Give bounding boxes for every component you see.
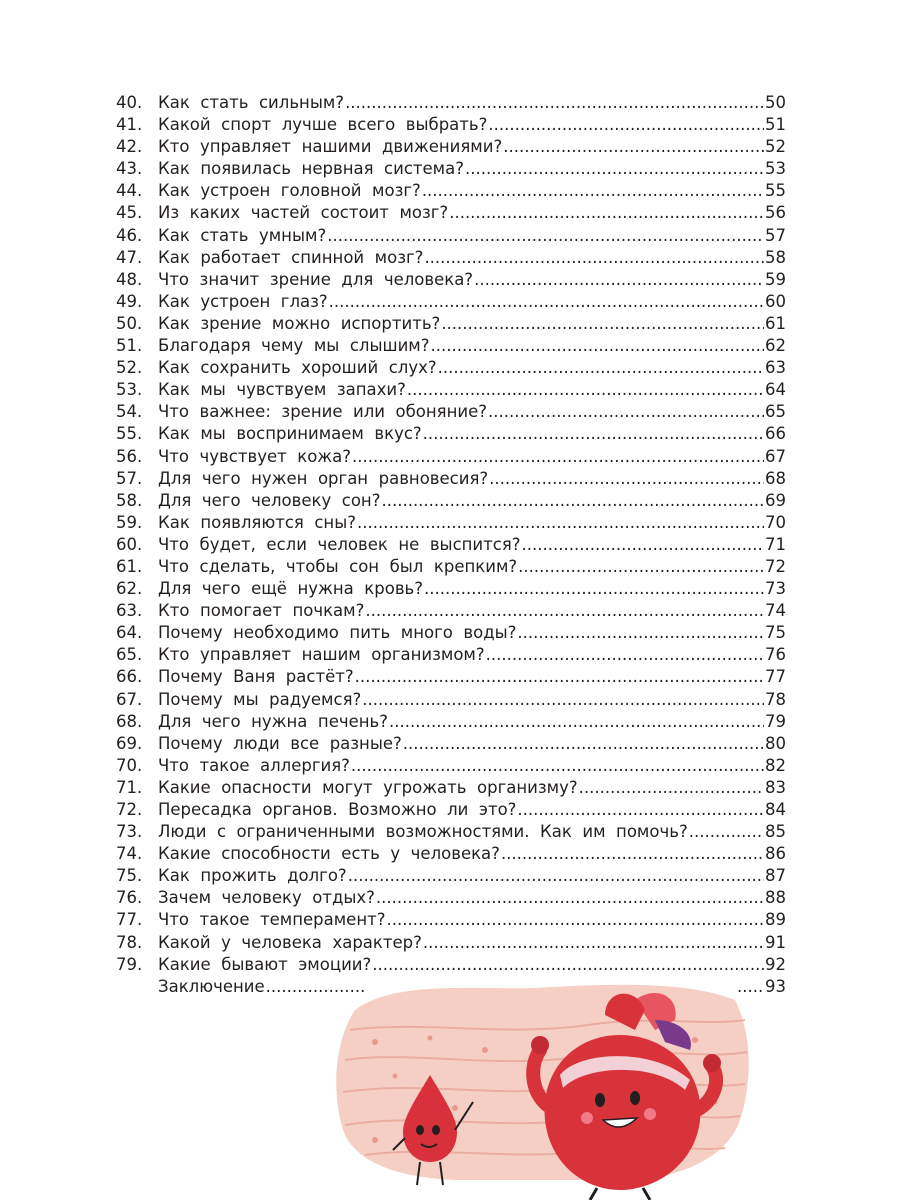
toc-entry bbox=[116, 600, 786, 622]
toc-entry bbox=[116, 777, 786, 799]
toc-entry-title: Благодаря чему мы слышим? bbox=[158, 336, 430, 356]
toc-entry-number: 72. bbox=[116, 800, 143, 819]
toc-entry-page: 75 bbox=[765, 623, 786, 643]
toc-entry bbox=[116, 269, 786, 291]
toc-entry-page: 78 bbox=[765, 689, 786, 709]
toc-entry-page: 70 bbox=[765, 512, 786, 532]
toc-entry bbox=[116, 512, 786, 534]
toc-entry bbox=[116, 291, 786, 313]
toc-leader-dots bbox=[517, 622, 764, 644]
toc-entry-title: Как мы чувствуем запахи? bbox=[158, 380, 406, 400]
toc-entry bbox=[116, 534, 786, 556]
toc-entry bbox=[116, 865, 786, 887]
toc-leader-dots bbox=[438, 357, 764, 379]
toc-entry-title: Какой спорт лучше всего выбрать? bbox=[158, 115, 488, 135]
toc-entry bbox=[116, 247, 786, 269]
toc-entry-page: 86 bbox=[765, 844, 786, 864]
toc-entry bbox=[116, 313, 786, 335]
toc-entry-page: 82 bbox=[765, 755, 786, 775]
toc-entry bbox=[116, 887, 786, 909]
toc-leader-dots bbox=[357, 512, 764, 534]
toc-entry-page: 69 bbox=[765, 490, 786, 510]
toc-entry-title: Почему мы радуемся? bbox=[158, 689, 362, 709]
toc-leader-dots bbox=[352, 446, 764, 468]
toc-leader-dots bbox=[423, 423, 764, 445]
toc-entry-number: 58. bbox=[116, 490, 143, 510]
toc-entry-title: Что значит зрение для человека? bbox=[158, 269, 474, 289]
toc-leader-dots bbox=[488, 401, 764, 423]
toc-entry-number: 50. bbox=[116, 313, 143, 333]
toc-entry bbox=[116, 711, 786, 733]
toc-entry-page: 84 bbox=[765, 800, 786, 819]
toc-entry-number: 40. bbox=[116, 93, 143, 112]
toc-entry-page: 61 bbox=[765, 313, 786, 333]
illustration-svg bbox=[335, 980, 755, 1200]
toc-leader-dots bbox=[403, 733, 764, 755]
toc-entry-number: 55. bbox=[116, 424, 143, 444]
toc-entry-page: 53 bbox=[765, 159, 786, 179]
toc-entry-number: 62. bbox=[116, 579, 143, 599]
toc-entry-title: Заключение bbox=[158, 976, 265, 996]
toc-entry-title: Как стать сильным? bbox=[158, 93, 345, 112]
toc-entry-page: 91 bbox=[765, 932, 786, 952]
toc-entry-title: Что такое аллергия? bbox=[158, 755, 350, 775]
toc-entry-title: Как стать умным? bbox=[158, 225, 327, 245]
toc-entry-title: Что такое темперамент? bbox=[158, 910, 386, 930]
toc-entry-number: 66. bbox=[116, 667, 143, 687]
toc-entry-title: Из каких частей состоит мозг? bbox=[158, 203, 449, 223]
toc-entry bbox=[116, 755, 786, 777]
toc-entry-number: 56. bbox=[116, 446, 143, 466]
table-of-contents bbox=[116, 92, 786, 998]
toc-entry-title: Что важнее: зрение или обоняние? bbox=[158, 402, 488, 422]
toc-entry-page: 60 bbox=[765, 291, 786, 311]
toc-entry-number: 78. bbox=[116, 932, 143, 952]
toc-entry-page: 87 bbox=[765, 866, 786, 886]
toc-entry-page: 67 bbox=[765, 446, 786, 466]
toc-entry-number: 57. bbox=[116, 468, 143, 488]
toc-leader-dots bbox=[465, 158, 764, 180]
toc-leader-dots bbox=[441, 313, 764, 335]
illustration bbox=[335, 980, 755, 1200]
toc-entry-title: Почему Ваня растёт? bbox=[158, 667, 354, 687]
toc-entry-title: Как работает спинной мозг? bbox=[158, 247, 424, 267]
toc-entry bbox=[116, 158, 786, 180]
toc-entry bbox=[116, 92, 786, 114]
toc-leader-dots bbox=[389, 711, 764, 733]
toc-entry-page: 80 bbox=[765, 733, 786, 753]
toc-leader-dots bbox=[522, 534, 764, 556]
toc-entry-number: 61. bbox=[116, 556, 143, 576]
toc-entry-page: 57 bbox=[765, 225, 786, 245]
toc-entry-title: Какие способности есть у человека? bbox=[158, 844, 500, 864]
toc-leader-dots bbox=[517, 799, 764, 821]
toc-leader-dots bbox=[376, 887, 764, 909]
toc-leader-dots bbox=[329, 291, 764, 313]
toc-entry-page: 63 bbox=[765, 358, 786, 378]
toc-leader-dots bbox=[351, 755, 764, 777]
toc-entry bbox=[116, 225, 786, 247]
toc-entry-title: Как появляются сны? bbox=[158, 512, 356, 532]
toc-leader-dots bbox=[488, 114, 764, 136]
toc-entry bbox=[116, 357, 786, 379]
toc-leader-dots bbox=[422, 180, 764, 202]
toc-entry-page: 73 bbox=[765, 579, 786, 599]
toc-entry-title: Что сделать, чтобы сон был крепким? bbox=[158, 556, 518, 576]
toc-leader-dots bbox=[355, 666, 764, 688]
toc-leader-dots bbox=[501, 843, 764, 865]
toc-leader-dots bbox=[372, 954, 764, 976]
toc-entry bbox=[116, 799, 786, 821]
toc-leader-dots bbox=[345, 92, 764, 114]
toc-entry-title: Люди с ограниченными возможностями. Как им помочь? bbox=[158, 822, 688, 842]
toc-entry-page: 71 bbox=[765, 534, 786, 554]
toc-entry-number: 73. bbox=[116, 822, 143, 842]
toc-entry-number: 70. bbox=[116, 755, 143, 775]
toc-entry bbox=[116, 622, 786, 644]
toc-entry bbox=[116, 468, 786, 490]
toc-entry-title: Как мы воспринимаем вкус? bbox=[158, 424, 422, 444]
toc-entry-number: 46. bbox=[116, 225, 143, 245]
toc-entry-title: Почему необходимо пить много воды? bbox=[158, 623, 517, 643]
toc-entry bbox=[116, 136, 786, 158]
toc-entry bbox=[116, 379, 786, 401]
toc-entry-number: 79. bbox=[116, 954, 143, 974]
toc-entry-title: Почему люди все разные? bbox=[158, 733, 402, 753]
toc-entry-number: 69. bbox=[116, 733, 143, 753]
toc-leader-dots bbox=[381, 490, 764, 512]
toc-entry-number: 68. bbox=[116, 711, 143, 731]
toc-entry-number: 48. bbox=[116, 269, 143, 289]
toc-entry-page: 88 bbox=[765, 888, 786, 908]
toc-entry bbox=[116, 423, 786, 445]
toc-entry-page: 55 bbox=[765, 181, 786, 201]
toc-entry bbox=[116, 733, 786, 755]
toc-leader-dots bbox=[423, 932, 764, 954]
toc-entry-page: 59 bbox=[765, 269, 786, 289]
toc-entry-page: 50 bbox=[765, 93, 786, 112]
toc-leader-dots bbox=[387, 909, 765, 931]
toc-entry-number: 45. bbox=[116, 203, 143, 223]
toc-entry-number: 52. bbox=[116, 358, 143, 378]
toc-leader-dots bbox=[449, 202, 764, 224]
toc-entry-number: 76. bbox=[116, 888, 143, 908]
toc-entry-number: 53. bbox=[116, 380, 143, 400]
toc-entry-title: Кто управляет нашими движениями? bbox=[158, 137, 503, 157]
toc-entry-number: 60. bbox=[116, 534, 143, 554]
toc-entry bbox=[116, 202, 786, 224]
toc-entry bbox=[116, 490, 786, 512]
toc-entry-page: 65 bbox=[765, 402, 786, 422]
toc-entry-number: 67. bbox=[116, 689, 143, 709]
toc-entry-number: 64. bbox=[116, 623, 143, 643]
toc-entry-page: 51 bbox=[765, 115, 786, 135]
toc-leader-dots bbox=[424, 578, 764, 600]
toc-leader-dots bbox=[362, 689, 764, 711]
toc-entry-number: 63. bbox=[116, 601, 143, 621]
toc-entry-page: 79 bbox=[765, 711, 786, 731]
toc-entry-title: Как устроен глаз? bbox=[158, 291, 328, 311]
toc-leader-dots bbox=[486, 644, 764, 666]
toc-entry-page: 89 bbox=[765, 910, 786, 930]
toc-entry-title: Какие бывают эмоции? bbox=[158, 954, 372, 974]
toc-entry-title: Кто помогает почкам? bbox=[158, 601, 365, 621]
toc-entry-title: Как сохранить хороший слух? bbox=[158, 358, 437, 378]
toc-leader-dots bbox=[327, 225, 764, 247]
toc-entry bbox=[116, 180, 786, 202]
toc-entry-number: 54. bbox=[116, 402, 143, 422]
toc-entry-title: Что будет, если человек не выспится? bbox=[158, 534, 521, 554]
toc-entry-title: Для чего нужна печень? bbox=[158, 711, 389, 731]
toc-entry-number: 44. bbox=[116, 181, 143, 201]
toc-leader-dots bbox=[518, 556, 764, 578]
toc-entry-title: Пересадка органов. Возможно ли это? bbox=[158, 800, 517, 819]
toc-entry-number: 41. bbox=[116, 115, 143, 135]
toc-entry-number: 65. bbox=[116, 645, 143, 665]
toc-leader-dots bbox=[689, 821, 764, 843]
toc-entry-title: Зачем человеку отдых? bbox=[158, 888, 375, 908]
toc-entry-page: 76 bbox=[765, 645, 786, 665]
toc-entry-number: 74. bbox=[116, 844, 143, 864]
toc-entry bbox=[116, 578, 786, 600]
toc-entry-title: Какие опасности могут угрожать организму? bbox=[158, 777, 578, 797]
toc-entry-page: 93 bbox=[765, 976, 786, 996]
toc-leader-dots bbox=[503, 136, 764, 158]
toc-entry-page: 85 bbox=[765, 822, 786, 842]
toc-entry-page: 62 bbox=[765, 336, 786, 356]
toc-leader-dots bbox=[365, 600, 764, 622]
toc-entry-page: 74 bbox=[765, 601, 786, 621]
toc-entry bbox=[116, 909, 786, 931]
toc-entry-title: Как прожить долго? bbox=[158, 866, 347, 886]
toc-entry-page: 56 bbox=[765, 203, 786, 223]
toc-entry bbox=[116, 644, 786, 666]
toc-leader-dots bbox=[431, 335, 765, 357]
toc-entry-page: 68 bbox=[765, 468, 786, 488]
toc-entry-page: 77 bbox=[765, 667, 786, 687]
toc-leader-dots bbox=[474, 269, 764, 291]
toc-entry-number: 47. bbox=[116, 247, 143, 267]
toc-entry-title: Кто управляет нашим организмом? bbox=[158, 645, 485, 665]
toc-entry-number: 77. bbox=[116, 910, 143, 930]
toc-entry bbox=[116, 114, 786, 136]
toc-leader-dots bbox=[489, 468, 764, 490]
toc-entry-title: Что чувствует кожа? bbox=[158, 446, 352, 466]
toc-entry-number: 49. bbox=[116, 291, 143, 311]
toc-entry-number: 71. bbox=[116, 777, 143, 797]
toc-entry-title: Как устроен головной мозг? bbox=[158, 181, 421, 201]
toc-leader-dots bbox=[424, 247, 764, 269]
toc-entry-page: 52 bbox=[765, 137, 786, 157]
toc-entry bbox=[116, 446, 786, 468]
toc-leader-dots bbox=[579, 777, 764, 799]
toc-entry bbox=[116, 335, 786, 357]
toc-entry bbox=[116, 556, 786, 578]
toc-entry-page: 64 bbox=[765, 380, 786, 400]
toc-entry bbox=[116, 666, 786, 688]
toc-entry-title: Какой у человека характер? bbox=[158, 932, 422, 952]
toc-entry-page: 92 bbox=[765, 954, 786, 974]
toc-entry-title: Для чего человеку сон? bbox=[158, 490, 381, 510]
toc-entry bbox=[116, 843, 786, 865]
toc-entry-page: 58 bbox=[765, 247, 786, 267]
toc-entry-number: 43. bbox=[116, 159, 143, 179]
toc-entry bbox=[116, 821, 786, 843]
toc-entry-page: 83 bbox=[765, 777, 786, 797]
toc-entry-number: 42. bbox=[116, 137, 143, 157]
toc-entry-page: 72 bbox=[765, 556, 786, 576]
toc-entry-title: Для чего нужен орган равновесия? bbox=[158, 468, 489, 488]
toc-entry bbox=[116, 954, 786, 976]
toc-entry-title: Как зрение можно испортить? bbox=[158, 313, 441, 333]
toc-leader-dots bbox=[348, 865, 764, 887]
toc-entry-number: 59. bbox=[116, 512, 143, 532]
toc-leader-dots bbox=[407, 379, 764, 401]
toc-entry bbox=[116, 401, 786, 423]
toc-entry bbox=[116, 689, 786, 711]
toc-entry-title: Как появилась нервная система? bbox=[158, 159, 464, 179]
toc-entry-title: Для чего ещё нужна кровь? bbox=[158, 579, 424, 599]
toc-entry-number: 51. bbox=[116, 336, 143, 356]
toc-entry-number: 75. bbox=[116, 866, 143, 886]
toc-entry bbox=[116, 932, 786, 954]
toc-entry-page: 66 bbox=[765, 424, 786, 444]
